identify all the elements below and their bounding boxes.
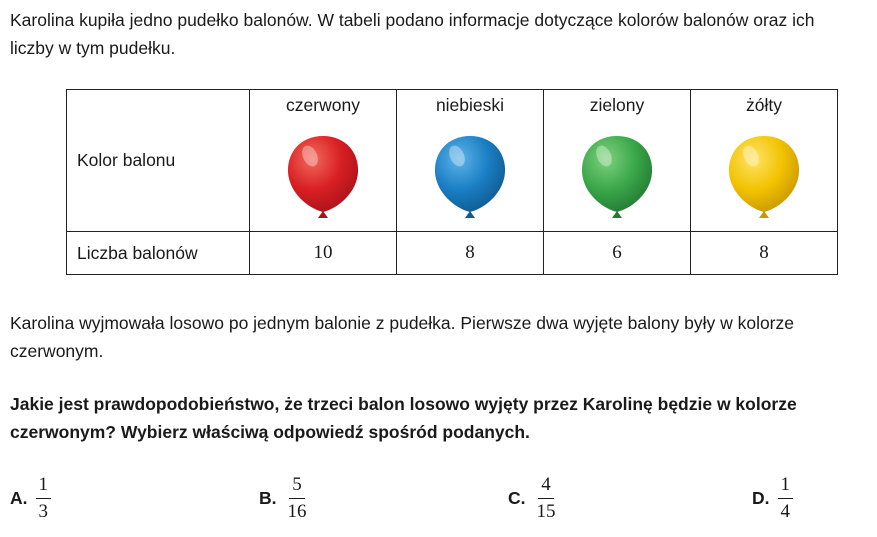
row-label-color: Kolor balonu xyxy=(67,90,250,232)
fraction-denominator: 16 xyxy=(287,500,307,522)
answer-letter: D. xyxy=(752,487,770,508)
fraction xyxy=(534,474,559,523)
fraction-numerator: 5 xyxy=(289,474,305,499)
green-balloon-icon xyxy=(577,132,657,224)
red-balloon-icon xyxy=(283,132,363,224)
answer-a[interactable] xyxy=(10,470,51,526)
answer-options xyxy=(0,470,877,530)
fraction-denominator: 15 xyxy=(536,500,556,522)
color-name: czerwony xyxy=(286,95,360,115)
count-red: 10 xyxy=(250,232,397,275)
fraction-denominator: 3 xyxy=(38,500,48,522)
blue-balloon-icon xyxy=(430,132,510,224)
answer-letter: C. xyxy=(508,487,526,508)
answer-letter: A. xyxy=(10,487,28,508)
intro-text: Karolina kupiła jedno pudełko balonów. W tabeli podano informacje dotyczące kolorów balonów oraz ich liczby w tym pudełku. xyxy=(10,10,815,58)
fraction xyxy=(778,474,794,523)
fraction-numerator: 4 xyxy=(538,474,554,499)
fraction xyxy=(36,474,52,523)
answer-letter: B. xyxy=(259,487,277,508)
fraction-numerator: 1 xyxy=(36,474,52,499)
balloon-table xyxy=(66,89,838,275)
balloon-cell-blue xyxy=(397,90,544,232)
answer-c[interactable] xyxy=(508,470,559,526)
balloon-cell-green xyxy=(544,90,691,232)
yellow-balloon-icon xyxy=(724,132,804,224)
answer-b[interactable] xyxy=(259,470,310,526)
question-text: Jakie jest prawdopodobieństwo, że trzeci balon losowo wyjęty przez Karolinę będzie w kolorze czerwonym? Wybierz właściwą odpowiedź spośród podanych. xyxy=(10,394,797,442)
row-label-count: Liczba balonów xyxy=(67,232,250,275)
fraction-numerator: 1 xyxy=(778,474,794,499)
table-row-counts xyxy=(67,232,838,275)
color-name: zielony xyxy=(589,95,645,115)
color-name: żółty xyxy=(746,95,782,115)
table-row-colors xyxy=(67,90,838,232)
color-name: niebieski xyxy=(435,95,505,115)
balloon-cell-yellow xyxy=(691,90,838,232)
count-green: 6 xyxy=(544,232,691,275)
answer-d[interactable] xyxy=(752,470,793,526)
count-blue: 8 xyxy=(397,232,544,275)
count-yellow: 8 xyxy=(691,232,838,275)
fraction-denominator: 4 xyxy=(780,500,790,522)
balloon-cell-red xyxy=(250,90,397,232)
story-text: Karolina wyjmowała losowo po jednym balonie z pudełka. Pierwsze dwa wyjęte balony były w kolorze czerwonym. xyxy=(10,313,794,361)
fraction xyxy=(285,474,310,523)
